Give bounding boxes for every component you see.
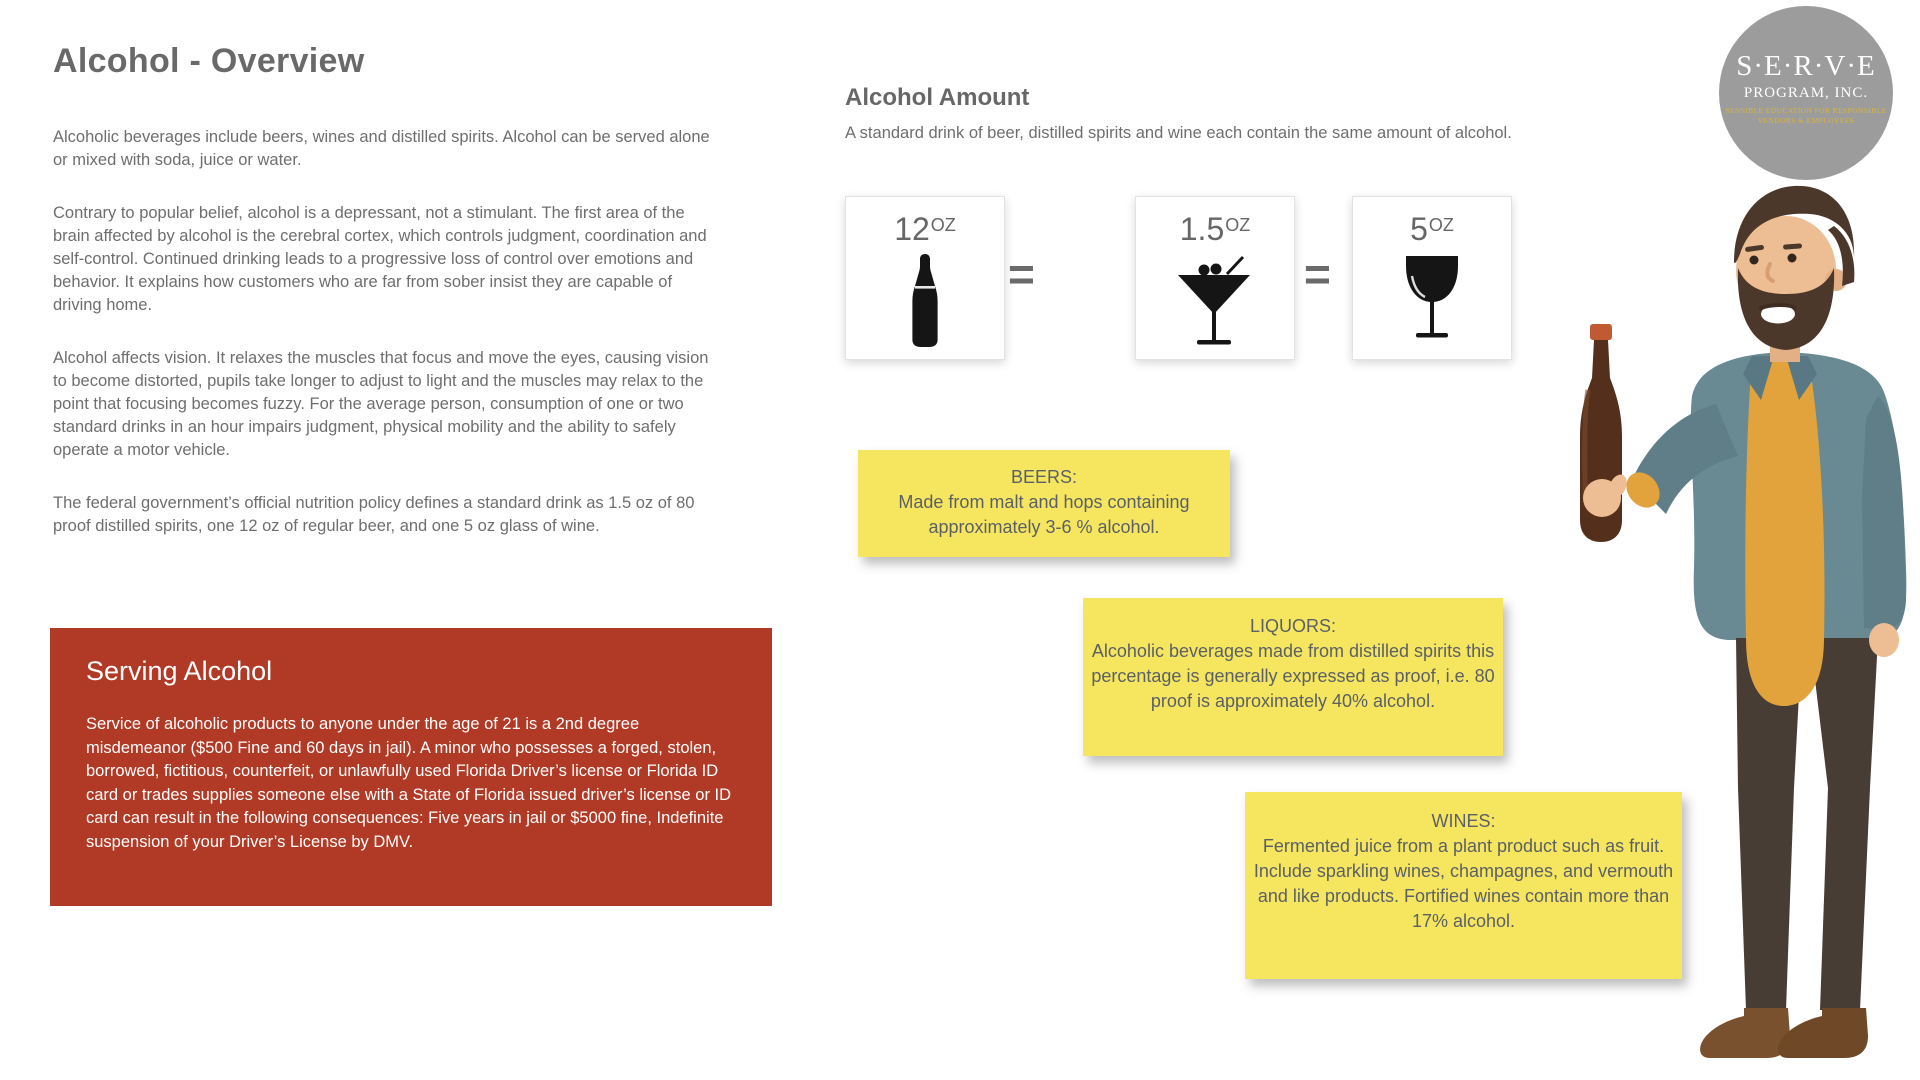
logo-org-name: PROGRAM, INC.: [1743, 85, 1869, 101]
man-holding-bottle-illustration: [1540, 168, 1920, 1080]
alcohol-amount-subheading: A standard drink of beer, distilled spirits and wine each contain the same amount of alcohol.: [845, 124, 1512, 142]
martini-glass-icon: [1136, 254, 1294, 354]
paragraph-beverages: Alcoholic beverages include beers, wines and distilled spirits. Alcohol can be served alone or mixed with soda, juice or water.: [53, 128, 710, 169]
liquors-note-body: Alcoholic beverages made from distilled spirits this percentage is generally expressed as proof, i.e. 80 proof is approximately 40% alcohol.: [1091, 641, 1495, 711]
alcohol-amount-heading: Alcohol Amount: [845, 84, 1030, 111]
beers-sticky-note: [858, 450, 1230, 557]
paragraph-vision: Alcohol affects vision. It relaxes the muscles that focus and move the eyes, causing vision to become distorted, pupils take longer to adjust to light and the muscles may relax to the point that focusing becomes fuzzy. For the average person, consumption of one or two standard drinks in an hour impairs judgment, physical mobility and the ability to safely operate a motor vehicle.: [53, 349, 709, 459]
serving-alcohol-title: Serving Alcohol: [86, 656, 273, 686]
equals-sign: =: [1008, 248, 1035, 300]
amount-value: 5: [1410, 211, 1428, 247]
amount-value: 1.5: [1179, 211, 1225, 247]
page-title: Alcohol - Overview: [53, 42, 365, 80]
beers-note-body: Made from malt and hops containing approximately 3-6 % alcohol.: [898, 492, 1190, 537]
amount-unit: OZ: [930, 215, 956, 235]
beers-note-title: BEERS:: [1010, 467, 1078, 487]
beer-bottle-icon: [846, 254, 1004, 354]
spirits-amount-label: [1136, 211, 1294, 248]
beer-amount-label: [846, 211, 1004, 248]
wines-note-title: WINES:: [1431, 811, 1496, 831]
amount-value: 12: [894, 211, 930, 247]
amount-unit: OZ: [1428, 215, 1454, 235]
spirits-amount-card: [1135, 196, 1295, 360]
logo-acronym: S·E·R·V·E: [1736, 50, 1876, 82]
wine-glass-icon: [1353, 254, 1511, 354]
beer-amount-card: [845, 196, 1005, 360]
wine-amount-label: [1353, 211, 1511, 248]
liquors-note-title: LIQUORS:: [1249, 616, 1337, 636]
serving-alcohol-panel: [50, 628, 772, 906]
serve-program-logo: [1719, 6, 1893, 180]
logo-tagline-line2: VENDORS & EMPLOYEES: [1757, 115, 1855, 125]
logo-tagline-line1: SENSIBLE EDUCATION FOR RESPONSIBLE: [1725, 106, 1887, 115]
liquors-sticky-note: [1083, 598, 1503, 756]
wine-amount-card: [1352, 196, 1512, 360]
paragraph-standard-drink: The federal government’s official nutrition policy defines a standard drink as 1.5 oz of 80 proof distilled spirits, one 12 oz of regular beer, and one 5 oz glass of wine.: [53, 494, 695, 535]
wines-note-body: Fermented juice from a plant product such as fruit. Include sparkling wines, champagnes, and vermouth and like products. Fortified wines contain more than 17% alcohol.: [1253, 836, 1674, 931]
serving-alcohol-body: Service of alcoholic products to anyone under the age of 21 is a 2nd degree misdemeanor ($500 Fine and 60 days in jail). A minor who possesses a forged, stolen, borrowed, fictitious, counterfeit, or unlawfully used Florida Driver’s license or Florida ID card or trades supplies someone else with a State of Florida issued driver’s license or ID card can result in the following consequences: Five years in jail or $5000 fine, Indefinite suspension of your Driver’s License by DMV.: [86, 715, 732, 851]
amount-unit: OZ: [1225, 215, 1251, 235]
intro-paragraphs: [53, 126, 713, 568]
equals-sign: =: [1304, 248, 1331, 300]
paragraph-depressant: Contrary to popular belief, alcohol is a depressant, not a stimulant. The first area of the brain affected by alcohol is the cerebral cortex, which controls judgment, coordination and self-control. Continued drinking leads to a progressive loss of control over emotions and behavior. It explains how customers who are far from sober insist they are capable of driving home.: [53, 204, 707, 314]
